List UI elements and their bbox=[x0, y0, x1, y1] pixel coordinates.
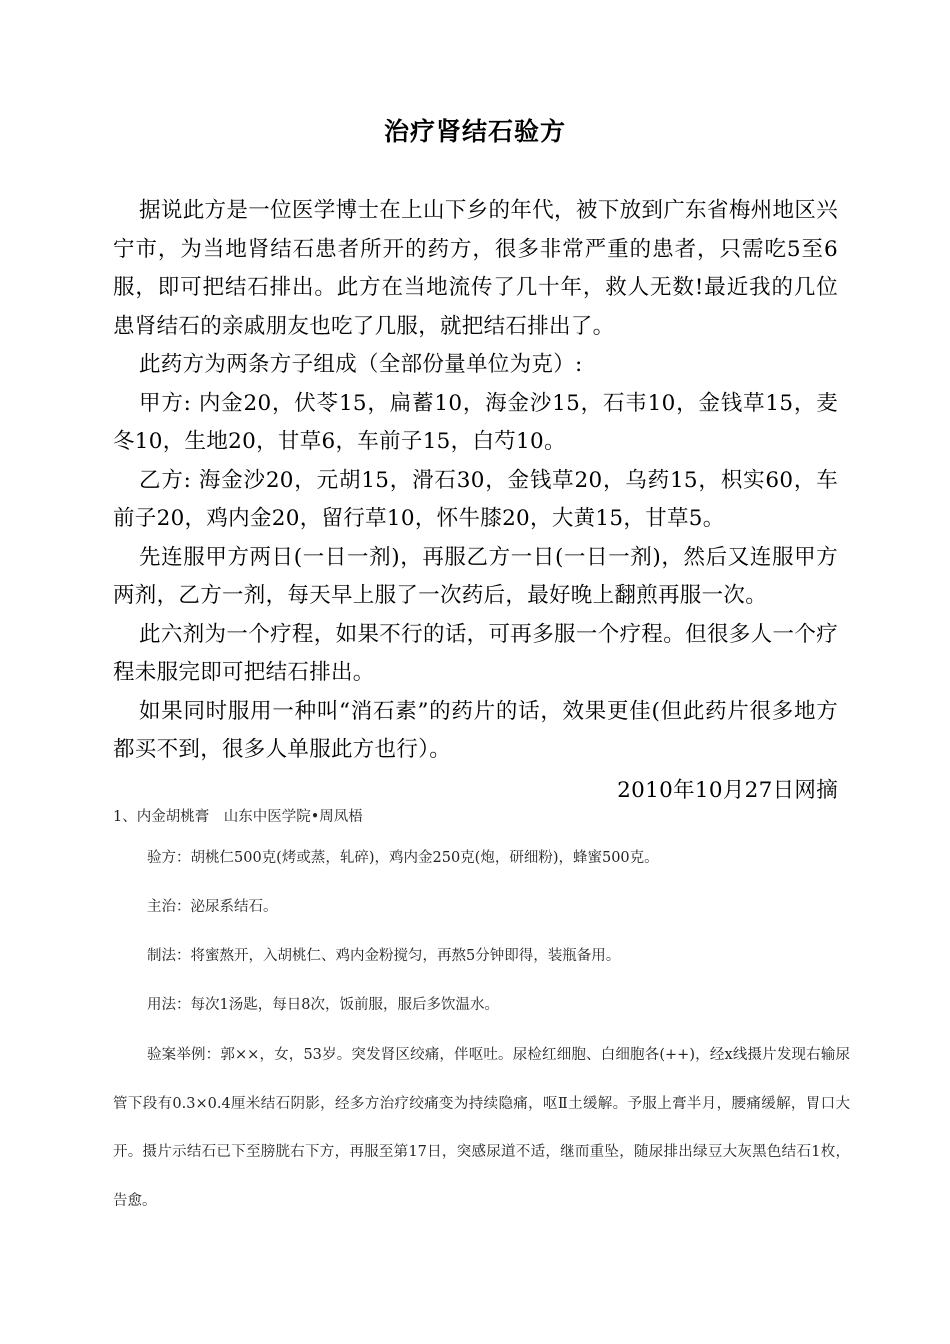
course-paragraph: 此六剂为一个疗程，如果不行的话，可再多服一个疗程。但很多人一个疗程未服完即可把结石排出。 bbox=[113, 621, 838, 685]
recipe-formula: 验方：胡桃仁500克(烤或蒸，轧碎)，鸡内金250克(炮，研细粉)，蜂蜜500克。 bbox=[147, 850, 659, 866]
document-title: 治疗肾结石验方 bbox=[383, 117, 566, 146]
composition-paragraph: 此药方为两条方子组成（全部份量单位为克）: bbox=[139, 352, 583, 377]
dosage-paragraph: 先连服甲方两日(一日一剂)，再服乙方一日(一日一剂)，然后又连服甲方两剂，乙方一剂，每天早上服了一次药后，最好晚上翻煎再服一次。 bbox=[113, 544, 838, 608]
date-line: 2010年10月27日网摘 bbox=[617, 777, 838, 803]
recipe-heading: 1、内金胡桃膏 山东中医学院•周凤梧 bbox=[113, 809, 363, 825]
recipe-usage: 用法：每次1汤匙，每日8次，饭前服，服后多饮温水。 bbox=[147, 997, 499, 1013]
recipe-indication: 主治：泌尿系结石。 bbox=[147, 899, 278, 915]
recipe-section bbox=[113, 800, 850, 1225]
intro-paragraph: 据说此方是一位医学博士在上山下乡的年代，被下放到广东省梅州地区兴宁市，为当地肾结石患者所开的药方，很多非常严重的患者，只需吃5至6服，即可把结石排出。此方在当地流传了几十年，救人无数!最近我的几位患肾结石的亲戚朋友也吃了几服，就把结石排出了。 bbox=[113, 198, 838, 339]
recipe-preparation: 制法：将蜜熬开，入胡桃仁、鸡内金粉搅匀，再熬5分钟即得，装瓶备用。 bbox=[147, 948, 621, 964]
prescription-a-paragraph: 甲方: 内金20，伏苓15，扁蓄10，海金沙15，石韦10，金钱草15，麦冬10，生地20，甘草6，车前子15，白芍10。 bbox=[113, 390, 838, 454]
supplement-paragraph: 如果同时服用一种叫“消石素”的药片的话，效果更佳(但此药片很多地方都买不到，很多人单服此方也行）。 bbox=[113, 698, 838, 762]
prescription-b-paragraph: 乙方: 海金沙20，元胡15，滑石30，金钱草20，乌药15，枳实60，车前子20，鸡内金20，留行草10，怀牛膝20，大黄15，甘草5。 bbox=[113, 467, 838, 531]
recipe-case: 验案举例：郭××，女，53岁。突发肾区绞痛，伴呕吐。尿检红细胞、白细胞各(++)，经x线摄片发现右输尿管下段有0.3×0.4厘米结石阴影，经多方治疗绞痛变为持续隐痛，呕Ⅱ土缓解。予服上膏半月，腰痛缓解，胃口大开。摄片示结石已下至膀胱右下方，再服至第17日，突感尿道不适，继而重坠，随尿排出绿豆大灰黑色结石1枚，告愈。 bbox=[113, 1047, 850, 1209]
main-text bbox=[113, 192, 838, 810]
